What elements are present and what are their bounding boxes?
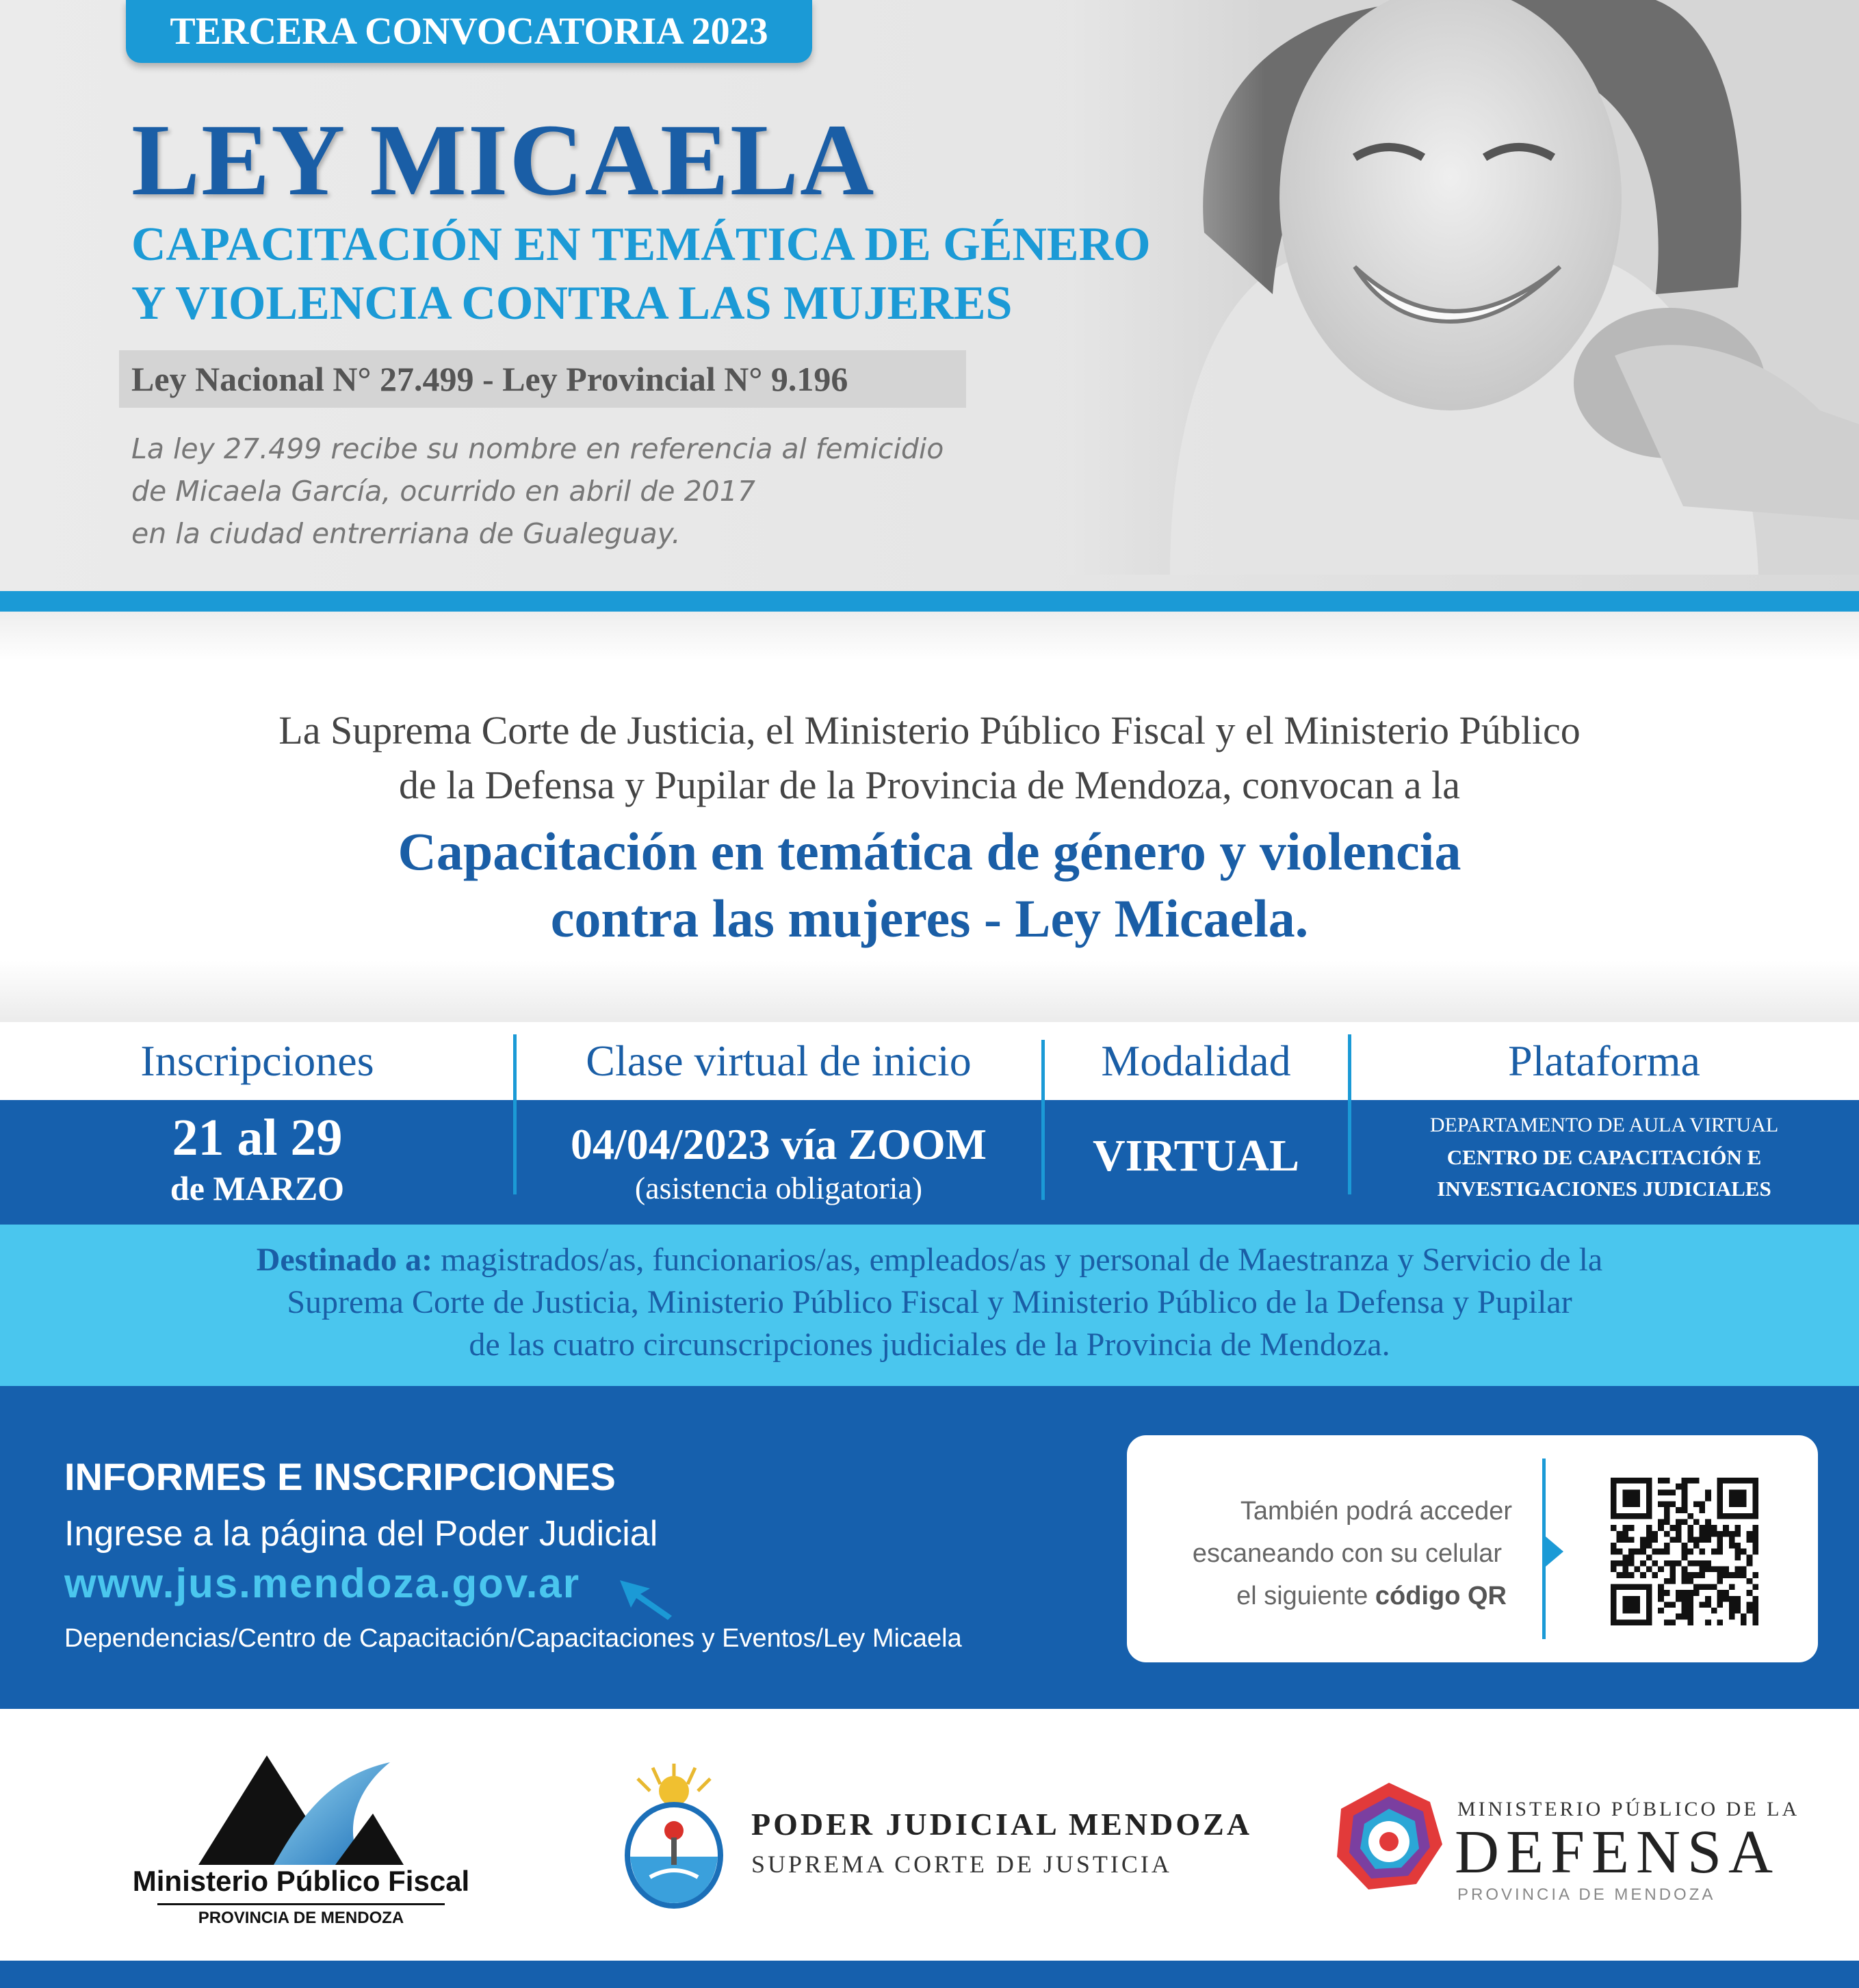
cursor-arrow-icon: [616, 1573, 677, 1621]
qr-line-1: También podrá acceder: [1240, 1497, 1512, 1526]
note-line-1: La ley 27.499 recibe su nombre en referencia al femicidio: [131, 432, 944, 465]
clase-head: Clase virtual de inicio: [586, 1036, 972, 1085]
qr-line-3-bold: código QR: [1375, 1582, 1507, 1610]
qr-pointer-icon: [1546, 1536, 1566, 1567]
plataforma-head: Plataforma: [1508, 1036, 1700, 1085]
clase-note: (asistencia obligatoria): [634, 1170, 923, 1205]
intro-line-1: La Suprema Corte de Justicia, el Ministerio Público Fiscal y el Ministerio Público: [278, 708, 1581, 753]
defensa-top: MINISTERIO PÚBLICO DE LA: [1457, 1798, 1800, 1820]
plataforma-line-2: CENTRO DE CAPACITACIÓN E: [1446, 1145, 1762, 1169]
escudo-mendoza-icon: [623, 1761, 725, 1911]
pj-name: PODER JUDICIAL MENDOZA: [751, 1807, 1253, 1842]
plataforma-line-3: INVESTIGACIONES JUDICIALES: [1437, 1177, 1771, 1201]
convocatoria-badge: TERCERA CONVOCATORIA 2023: [126, 0, 812, 63]
blue-stripe: [0, 591, 1859, 612]
note-line-2: de Micaela García, ocurrido en abril de 2017: [131, 475, 755, 508]
law-numbers: Ley Nacional N° 27.499 - Ley Provincial N° 9.196: [131, 360, 848, 398]
inscripciones-dates: 21 al 29: [172, 1109, 343, 1166]
navigation-path: Dependencias/Centro de Capacitación/Capacitaciones y Eventos/Ley Micaela: [64, 1624, 962, 1653]
intro-highlight-2: contra las mujeres - Ley Micaela.: [550, 889, 1309, 948]
qr-line-2: escaneando con su celular: [1192, 1539, 1502, 1568]
destinado-line-1: [0, 1241, 1859, 1279]
qr-line-3-prefix: el siguiente: [1236, 1582, 1375, 1610]
destinado-label: Destinado a:: [256, 1242, 433, 1278]
destinado-line-2: Suprema Corte de Justicia, Ministerio Público Fiscal y Ministerio Público de la Defensa y Pupilar: [287, 1284, 1572, 1320]
destinado-text-1: magistrados/as, funcionarios/as, empleados/as y personal de Maestranza y Servicio de la: [432, 1242, 1603, 1278]
subtitle-line-1: CAPACITACIÓN EN TEMÁTICA DE GÉNERO: [131, 218, 1151, 271]
mpf-name: Ministerio Público Fiscal: [132, 1865, 470, 1897]
mpf-rule: [157, 1903, 445, 1905]
hero-banner: [0, 0, 1859, 591]
inscripciones-month: de MARZO: [170, 1169, 345, 1207]
informes-line: Ingrese a la página del Poder Judicial: [64, 1514, 658, 1554]
mpf-sub: PROVINCIA DE MENDOZA: [198, 1909, 404, 1927]
defensa-logo-icon: [1334, 1781, 1444, 1891]
qr-code[interactable]: [1611, 1478, 1758, 1625]
bottom-bar: [0, 1961, 1859, 1988]
mpf-logo-icon: [198, 1749, 404, 1865]
defensa-sub: PROVINCIA DE MENDOZA: [1457, 1885, 1716, 1904]
website-link[interactable]: www.jus.mendoza.gov.ar: [64, 1560, 581, 1606]
pj-sub: SUPREMA CORTE DE JUSTICIA: [751, 1850, 1172, 1878]
page-title: LEY MICAELA: [131, 103, 876, 217]
clase-date: 04/04/2023 vía ZOOM: [571, 1120, 987, 1168]
inscripciones-head: Inscripciones: [140, 1036, 374, 1085]
qr-line-3: [1129, 1582, 1507, 1611]
intro-section: [0, 612, 1859, 1022]
modalidad-value: VIRTUAL: [1092, 1131, 1300, 1181]
destinado-line-3: de las cuatro circunscripciones judiciales de la Provincia de Mendoza.: [469, 1326, 1390, 1363]
intro-line-2: de la Defensa y Pupilar de la Provincia de Mendoza, convocan a la: [399, 763, 1460, 807]
defensa-name: DEFENSA: [1455, 1818, 1780, 1886]
intro-highlight-1: Capacitación en temática de género y violencia: [398, 822, 1461, 881]
modalidad-head: Modalidad: [1101, 1036, 1291, 1085]
subtitle-line-2: Y VIOLENCIA CONTRA LAS MUJERES: [131, 277, 1013, 330]
micaela-photo: [1067, 0, 1859, 575]
informes-heading: INFORMES E INSCRIPCIONES: [64, 1455, 616, 1498]
plataforma-line-1: DEPARTAMENTO DE AULA VIRTUAL: [1429, 1114, 1779, 1136]
note-line-3: en la ciudad entrerriana de Gualeguay.: [131, 517, 681, 550]
